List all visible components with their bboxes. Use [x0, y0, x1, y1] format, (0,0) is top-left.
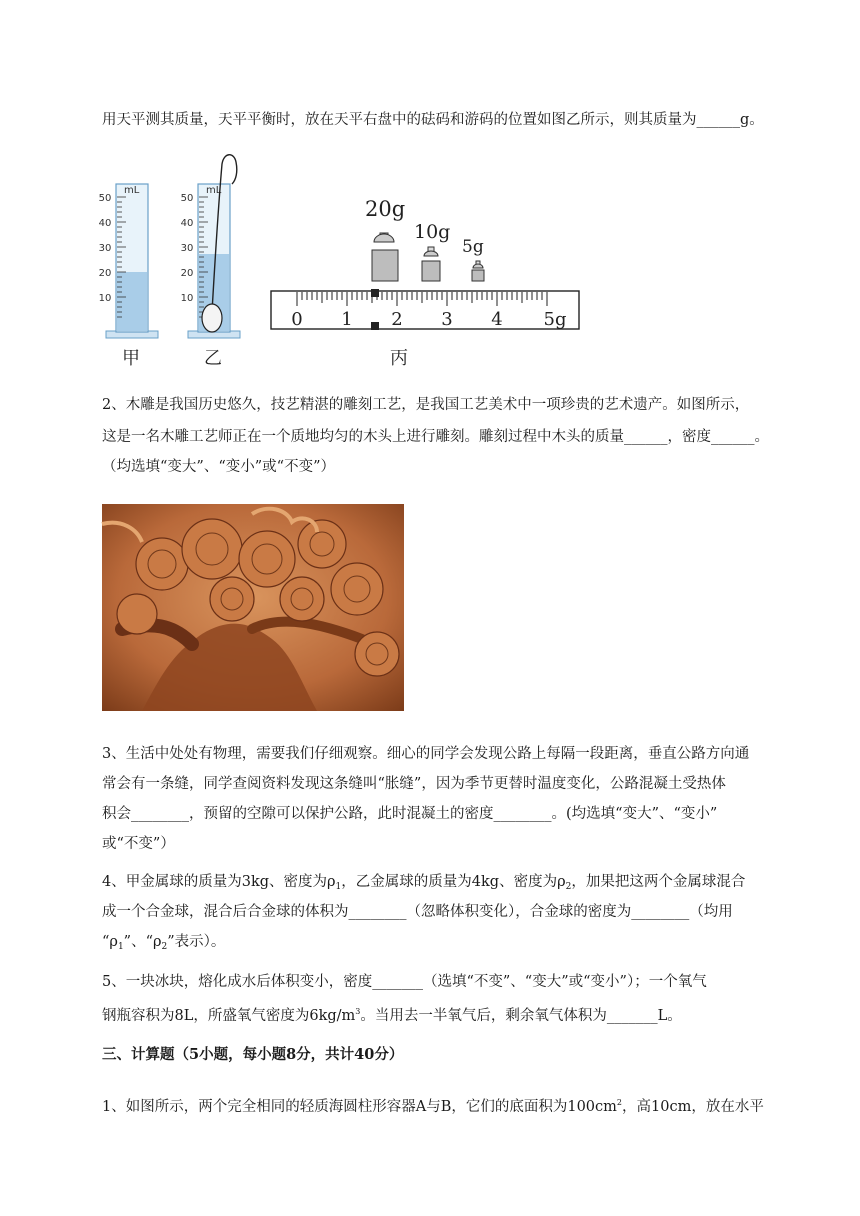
section-heading: 三、计算题（5小题，每小题8分，共计40分）	[102, 1046, 404, 1063]
text-run: ，高10cm，放在水平	[622, 1099, 764, 1115]
text-run: 1、如图所示，两个完全相同的轻质海圆柱形容器A与B，它们的底面积为100cm	[102, 1099, 617, 1115]
question-5-line-1: 5、一块冰块，熔化成水后体积变小，密度_______（选填“不变”、“变大”或“变小”）；一个氧气	[102, 974, 707, 990]
text-run: 4、甲金属球的质量为3kg、密度为ρ	[102, 874, 336, 890]
measurement-figure	[100, 150, 590, 372]
question-5-line-2	[102, 1002, 682, 1026]
scale-label: 20	[180, 268, 194, 279]
label-yi: 乙	[204, 348, 222, 369]
superscript: 2	[616, 1098, 622, 1107]
subscript: 1	[335, 882, 342, 892]
question-3-line-3: 积会________，预留的空隙可以保护公路，此时混凝土的密度________。(均选填“变大”、“变小”	[102, 806, 718, 822]
rider-top	[371, 289, 379, 297]
beam-label: 1	[341, 309, 353, 330]
label-bing: 丙	[390, 348, 408, 369]
question-2-line-3: （均选填“变大”、“变小”或“不变”）	[102, 459, 335, 475]
weight-5g	[462, 237, 484, 281]
cylinder-jia	[99, 184, 158, 338]
question-4-line-2: 成一个合金球，混合后合金球的体积为________（忽略体积变化），合金球的密度为________（均用	[102, 904, 733, 920]
beam-label: 5g	[543, 309, 567, 330]
question-4-line-3	[102, 932, 225, 957]
scale-label: 20	[98, 268, 112, 279]
subscript: 1	[117, 942, 124, 952]
object	[202, 304, 222, 332]
scale-label: 10	[98, 293, 112, 304]
balance-beam-scale	[271, 289, 579, 330]
scale-label: 50	[98, 193, 112, 204]
scale-label: 10	[180, 293, 194, 304]
text-run: ，乙金属球的质量为4kg、密度为ρ	[341, 874, 566, 890]
scale-label: 40	[180, 218, 194, 229]
question-3-line-2: 常会有一条缝，同学查阅资料发现这条缝叫“胀缝”，因为季节更替时温度变化，公路混凝土受热体	[102, 776, 726, 792]
text-run: “ρ	[102, 934, 118, 950]
scale-label: 30	[98, 243, 112, 254]
wood-carving-photo	[102, 504, 404, 711]
superscript: 3	[355, 1007, 361, 1016]
text-run: ”、“ρ	[123, 934, 162, 950]
text-run: ”表示）。	[167, 934, 226, 950]
beam-label: 3	[441, 309, 453, 330]
text-run: ，加果把这两个金属球混合	[571, 874, 746, 890]
weight-20g	[365, 197, 405, 281]
label-jia: 甲	[122, 348, 140, 369]
calc-question-1-line-1	[102, 1093, 764, 1117]
weight-label: 20g	[365, 197, 406, 221]
scale-label: 40	[98, 218, 112, 229]
rider-bottom	[371, 322, 379, 330]
beam-label: 4	[491, 309, 503, 330]
scale-label: 30	[180, 243, 194, 254]
question-4-line-1	[102, 872, 745, 897]
text-line: 用天平测其质量，天平平衡时，放在天平右盘中的砝码和游码的位置如图乙所示，则其质量为______g。	[102, 112, 764, 128]
beam-label: 2	[391, 309, 403, 330]
question-3-line-1: 3、生活中处处有物理，需要我们仔细观察。细心的同学会发现公路上每隔一段距离，垂直公路方向通	[102, 746, 750, 762]
subscript: 2	[161, 942, 168, 952]
text-run: 钢瓶容积为8L，所盛氧气密度为6kg/m	[102, 1008, 356, 1024]
unit-label: mL	[124, 185, 140, 196]
weight-label: 10g	[414, 221, 451, 243]
scale-label: 50	[180, 193, 194, 204]
weight-label: 5g	[462, 237, 484, 257]
subscript: 2	[565, 882, 572, 892]
cylinder-yi	[181, 155, 240, 338]
unit-label: mL	[206, 185, 222, 196]
beam-label: 0	[291, 309, 303, 330]
question-3-line-4: 或“不变”）	[102, 836, 175, 852]
question-2-line-2: 这是一名木雕工艺师正在一个质地均匀的木头上进行雕刻。雕刻过程中木头的质量______，密度______。	[102, 429, 769, 445]
weight-10g	[414, 221, 450, 281]
question-2-line-1: 2、木雕是我国历史悠久，技艺精湛的雕刻工艺，是我国工艺美术中一项珍贵的艺术遗产。如图所示，	[102, 397, 750, 413]
text-run: 。当用去一半氧气后，剩余氧气体积为_______L。	[360, 1008, 682, 1024]
